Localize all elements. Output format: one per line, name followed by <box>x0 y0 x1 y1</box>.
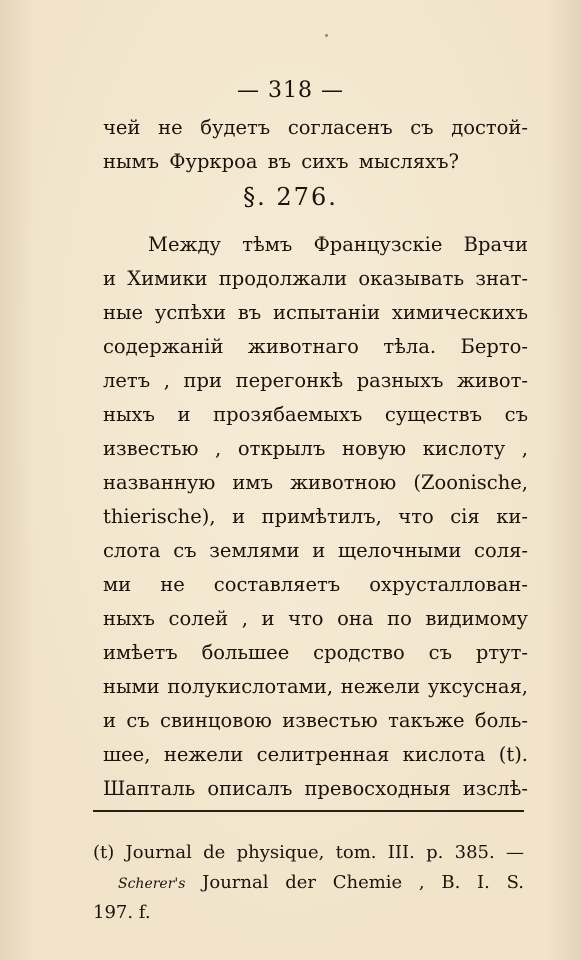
text-line: чей не будетъ согласенъ съ достой- <box>103 116 528 139</box>
text-line: шее, нежели селитренная кислота (t). <box>103 743 528 766</box>
text-line: ныхъ и прозябаемыхъ существъ съ <box>103 403 528 426</box>
section-heading: §. 276. <box>243 183 338 211</box>
footnote-line: 197. f. <box>93 902 151 923</box>
footnote-journal: Journal der Chemie , B. I. S. <box>202 872 524 893</box>
footnote-line: (t) Journal de physique, tom. III. p. 385. — <box>93 842 524 863</box>
text-line: слота съ землями и щелочными соля- <box>103 539 528 562</box>
paragraph-first-line: Между тѣмъ Французскіе Врачи <box>148 233 528 256</box>
text-line: ные успѣхи въ испытаніи химическихъ <box>103 301 528 324</box>
text-line: ми не составляетъ охрусталлован- <box>103 573 528 596</box>
text-line: названную имъ животною (Zoonische, <box>103 471 528 494</box>
print-speck <box>325 34 328 37</box>
text-line: известью , открылъ новую кислоту , <box>103 437 528 460</box>
footnote-author: Scherer's <box>118 876 186 892</box>
footnote-rule <box>93 810 524 812</box>
text-line: ныхъ солей , и что она по видимому <box>103 607 528 630</box>
text-line: имѣетъ большее сродство съ ртут- <box>103 641 528 664</box>
text-line: Шапталь описалъ превосходныя изслѣ- <box>103 777 528 800</box>
page-number: — 318 — <box>237 78 344 103</box>
text-line: и съ свинцовою известью такъже боль- <box>103 709 528 732</box>
text-line: летъ , при перегонкѣ разныхъ живот- <box>103 369 528 392</box>
text-line: содержаній животнаго тѣла. Берто- <box>103 335 528 358</box>
text-line: thierische), и примѣтилъ, что сія ки- <box>103 505 528 528</box>
footnote-line <box>118 868 524 898</box>
text-line: ными полукислотами, нежели уксусная, <box>103 675 528 698</box>
text-line: нымъ Фуркроа въ сихъ мысляхъ? <box>103 150 459 173</box>
text-line: и Химики продолжали оказывать знат- <box>103 267 528 290</box>
